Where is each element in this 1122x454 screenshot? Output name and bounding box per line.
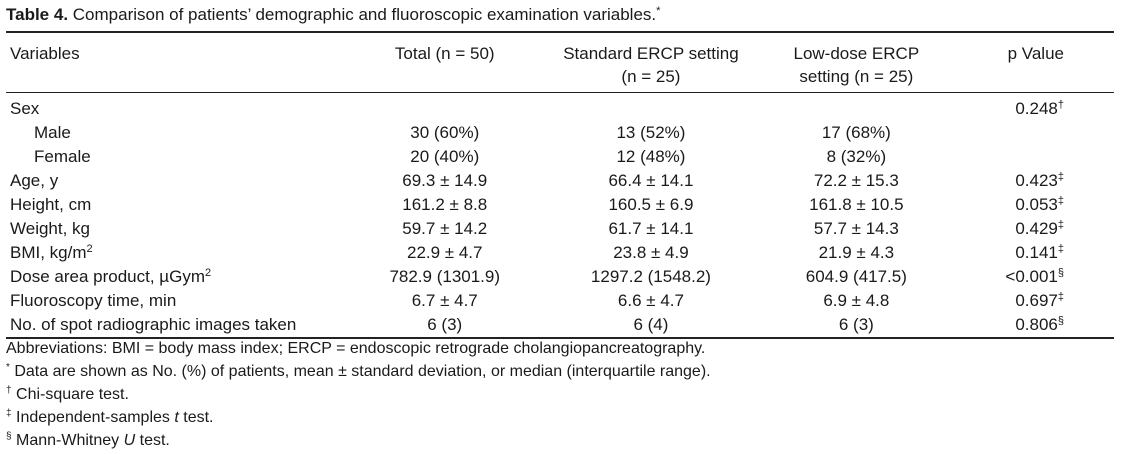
table-body: [6, 93, 1114, 339]
variable-label: BMI, kg/m: [10, 243, 87, 262]
pvalue-test-mark: ‡: [1057, 219, 1064, 231]
data-table: [6, 31, 1114, 339]
variable-label: Dose area product, µGym: [10, 267, 205, 286]
pvalue-text: 0.248: [1015, 99, 1058, 118]
header-standard-line2: (n = 25): [621, 67, 681, 86]
cell-pvalue: [948, 241, 1114, 265]
cell-pvalue: [948, 193, 1114, 217]
cell-total: [352, 93, 537, 122]
caption-mark: *: [656, 5, 661, 17]
header-variables: Variables: [6, 32, 352, 93]
cell-total: 782.9 (1301.9): [389, 267, 501, 286]
cell-lowdose: 161.8 ± 10.5: [809, 195, 904, 214]
cell-standard: 61.7 ± 14.1: [608, 219, 694, 238]
cell-standard: 6 (4): [633, 315, 669, 334]
header-standard-line1: Standard ERCP setting: [563, 44, 739, 63]
footnote-section-pre: Mann-Whitney: [11, 432, 124, 449]
footnote-section-italic: U: [123, 432, 136, 449]
footnote-ddagger-post: test.: [178, 409, 214, 426]
cell-total: 20 (40%): [410, 147, 480, 166]
pvalue-text: <0.001: [1005, 267, 1058, 286]
cell-standard: 13 (52%): [616, 123, 686, 142]
cell-standard: 6.6 ± 4.7: [617, 291, 684, 310]
table-row: [6, 193, 1114, 217]
table-row: [6, 169, 1114, 193]
cell-pvalue: [948, 217, 1114, 241]
variable-label: Male: [34, 123, 71, 142]
header-lowdose-line2: setting (n = 25): [799, 67, 914, 86]
cell-pvalue: [948, 169, 1114, 193]
pvalue-text: 0.429: [1015, 219, 1058, 238]
table-row: [6, 289, 1114, 313]
table-row: [6, 265, 1114, 289]
cell-total: 30 (60%): [410, 123, 480, 142]
cell-variable: [6, 265, 352, 289]
pvalue-text: 0.806: [1015, 315, 1058, 334]
pvalue-test-mark: §: [1057, 315, 1064, 327]
cell-standard: 23.8 ± 4.9: [613, 243, 689, 262]
cell-variable: [6, 169, 352, 193]
variable-label: Age, y: [10, 171, 59, 190]
table-row: [6, 313, 1114, 338]
pvalue-text: 0.141: [1015, 243, 1058, 262]
variable-label: Fluoroscopy time, min: [10, 291, 177, 310]
footnote-dagger-mark: †: [6, 385, 12, 396]
table-row: [6, 121, 1114, 145]
cell-lowdose: 72.2 ± 15.3: [813, 171, 899, 190]
header-standard: [537, 32, 765, 93]
variable-label: Sex: [10, 99, 40, 118]
table-row: [6, 93, 1114, 122]
cell-variable: [6, 193, 352, 217]
footnote-dagger: [6, 383, 711, 406]
cell-total: 6 (3): [427, 315, 463, 334]
cell-total: 6.7 ± 4.7: [411, 291, 478, 310]
table-caption: [6, 4, 660, 26]
footnote-dagger-text: Chi-square test.: [11, 386, 129, 403]
cell-total: 161.2 ± 8.8: [402, 195, 488, 214]
footnote-double-dagger: [6, 406, 711, 429]
footnote-section: [6, 429, 711, 452]
cell-standard: 160.5 ± 6.9: [608, 195, 694, 214]
cell-standard: 12 (48%): [616, 147, 686, 166]
cell-pvalue: [948, 289, 1114, 313]
cell-variable: [6, 145, 352, 169]
cell-variable: [6, 241, 352, 265]
cell-lowdose: 17 (68%): [821, 123, 891, 142]
cell-standard: [537, 93, 765, 122]
header-lowdose-line1: Low-dose ERCP: [793, 44, 920, 63]
cell-pvalue: [948, 313, 1114, 338]
cell-variable: [6, 217, 352, 241]
footnote-section-post: test.: [135, 432, 170, 449]
pvalue-test-mark: ‡: [1057, 171, 1064, 183]
header-row: [6, 32, 1114, 93]
cell-total: 59.7 ± 14.2: [402, 219, 488, 238]
cell-lowdose: 57.7 ± 14.3: [813, 219, 899, 238]
cell-variable: [6, 93, 352, 122]
pvalue-text: 0.697: [1015, 291, 1058, 310]
cell-total: 69.3 ± 14.9: [402, 171, 488, 190]
table-footnotes: [6, 337, 711, 452]
variable-label: Female: [34, 147, 91, 166]
variable-label: Height, cm: [10, 195, 92, 214]
caption-text: Comparison of patients’ demographic and fluoroscopic examination variables.: [68, 5, 657, 24]
cell-pvalue: [948, 145, 1114, 169]
cell-pvalue: [948, 93, 1114, 122]
footnote-ddagger-pre: Independent-samples: [11, 409, 175, 426]
cell-variable: [6, 313, 352, 338]
cell-lowdose: 604.9 (417.5): [805, 267, 907, 286]
cell-standard: 66.4 ± 14.1: [608, 171, 694, 190]
header-lowdose: [765, 32, 948, 93]
variable-label: No. of spot radiographic images taken: [10, 315, 297, 334]
pvalue-test-mark: ‡: [1057, 195, 1064, 207]
table-row: [6, 217, 1114, 241]
footnote-abbreviations: Abbreviations: BMI = body mass index; ERCP = endoscopic retrograde cholangiopancreatography.: [6, 340, 706, 357]
variable-superscript: 2: [205, 267, 212, 279]
table-row: [6, 145, 1114, 169]
cell-lowdose: [765, 93, 948, 122]
footnote-star-mark: *: [6, 362, 10, 373]
pvalue-test-mark: ‡: [1057, 243, 1064, 255]
cell-lowdose: 8 (32%): [826, 147, 887, 166]
footnote-ddagger-italic: t: [174, 409, 179, 426]
cell-total: 22.9 ± 4.7: [406, 243, 483, 262]
variable-label: Weight, kg: [10, 219, 91, 238]
cell-lowdose: 6.9 ± 4.8: [823, 291, 890, 310]
cell-pvalue: [948, 265, 1114, 289]
header-pvalue: p Value: [948, 32, 1114, 93]
footnote-section-mark: §: [6, 431, 12, 442]
header-total: Total (n = 50): [352, 32, 537, 93]
cell-lowdose: 21.9 ± 4.3: [818, 243, 895, 262]
pvalue-text: 0.423: [1015, 171, 1058, 190]
cell-variable: [6, 289, 352, 313]
table-row: [6, 241, 1114, 265]
cell-lowdose: 6 (3): [838, 315, 874, 334]
footnote-ddagger-mark: ‡: [6, 408, 12, 419]
cell-variable: [6, 121, 352, 145]
pvalue-test-mark: ‡: [1057, 291, 1064, 303]
pvalue-text: 0.053: [1015, 195, 1058, 214]
pvalue-test-mark: §: [1057, 267, 1064, 279]
variable-superscript: 2: [86, 243, 93, 255]
footnote-star-text: Data are shown as No. (%) of patients, mean ± standard deviation, or median (interquartile range).: [9, 363, 711, 380]
cell-pvalue: [948, 121, 1114, 145]
cell-standard: 1297.2 (1548.2): [590, 267, 711, 286]
pvalue-test-mark: †: [1057, 99, 1064, 111]
footnote-star: [6, 360, 711, 383]
caption-label: Table 4.: [6, 5, 69, 24]
